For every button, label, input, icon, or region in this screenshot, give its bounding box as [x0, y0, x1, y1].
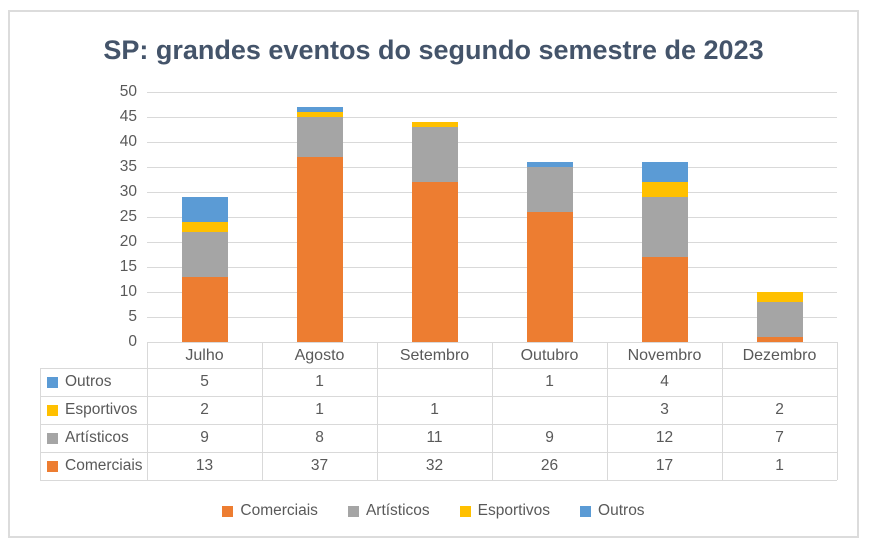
table-cell: 37 [310, 457, 329, 474]
legend-label: Artísticos [365, 502, 430, 519]
gridline [147, 117, 837, 118]
bar-segment-outros [527, 162, 573, 167]
category-cell-setembro: Setembro [399, 347, 470, 364]
table-row-label: Comerciais [65, 457, 143, 474]
legend-key-icon-outros [580, 506, 591, 517]
legend-item-comerciais [222, 502, 318, 520]
table-cell: 7 [775, 429, 784, 446]
bar-segment-comerciais [412, 182, 458, 342]
gridline [147, 267, 837, 268]
table-row-header-outros [40, 368, 147, 396]
legend-key-icon-esportivos [460, 506, 471, 517]
y-axis-tick-label: 10 [119, 283, 137, 300]
series-key-icon-comerciais [47, 461, 58, 472]
chart-title: SP: grandes eventos do segundo semestre de 2023 [103, 35, 764, 65]
y-axis-tick-label: 25 [119, 208, 137, 225]
bar-segment-comerciais [182, 277, 228, 342]
table-cell: 8 [315, 429, 324, 446]
table-cell: 12 [655, 429, 674, 446]
legend-key-icon-comerciais [222, 506, 233, 517]
table-cell [492, 396, 607, 424]
category-cell-novembro: Novembro [627, 347, 702, 364]
table-row-header-artisticos [40, 424, 147, 452]
legend-label: Outros [598, 502, 645, 519]
gridline [147, 242, 837, 243]
table-cell: 3 [660, 401, 669, 418]
bar-segment-outros [297, 107, 343, 112]
legend-label: Comerciais [240, 502, 318, 519]
table-cell: 2 [200, 401, 209, 418]
table-border-line [837, 342, 838, 480]
category-cell-agosto: Agosto [294, 347, 345, 364]
table-row-label: Esportivos [65, 401, 138, 418]
gridline [147, 192, 837, 193]
table-cell [377, 368, 492, 396]
y-axis-tick-label: 50 [119, 83, 137, 100]
gridline [147, 317, 837, 318]
table-cell [722, 368, 837, 396]
table-cell: 9 [200, 429, 209, 446]
table-cell: 1 [315, 373, 324, 390]
table-row-label: Artísticos [65, 429, 129, 446]
category-cell-julho: Julho [185, 347, 224, 364]
y-axis-tick-label: 5 [128, 308, 137, 325]
bar-segment-outros [642, 162, 688, 182]
y-axis-tick-label: 35 [119, 158, 137, 175]
legend-item-esportivos [460, 502, 550, 520]
bar-segment-esportivos [297, 112, 343, 117]
series-key-icon-artisticos [47, 433, 58, 444]
legend-item-outros [580, 502, 645, 520]
bar-segment-esportivos [412, 122, 458, 127]
y-axis-tick-label: 30 [119, 183, 137, 200]
y-axis-tick-label: 20 [119, 233, 137, 250]
table-row-header-comerciais [40, 452, 147, 480]
table-cell: 9 [545, 429, 554, 446]
y-axis-tick-label: 0 [128, 333, 137, 350]
table-row-label: Outros [65, 373, 112, 390]
bar-segment-esportivos [182, 222, 228, 232]
table-cell: 1 [545, 373, 554, 390]
category-cell-outubro: Outubro [520, 347, 579, 364]
table-cell: 5 [200, 373, 209, 390]
table-cell: 32 [425, 457, 444, 474]
y-axis-tick-label: 15 [119, 258, 137, 275]
table-cell: 1 [315, 401, 324, 418]
legend-item-artisticos [348, 502, 430, 520]
legend-key-icon-artisticos [348, 506, 359, 517]
gridline [147, 167, 837, 168]
series-key-icon-esportivos [47, 405, 58, 416]
category-cell-dezembro: Dezembro [742, 347, 817, 364]
bar-segment-artisticos [297, 117, 343, 157]
table-cell: 1 [775, 457, 784, 474]
bar-segment-esportivos [642, 182, 688, 197]
table-cell: 13 [195, 457, 214, 474]
bar-segment-artisticos [642, 197, 688, 257]
table-cell: 11 [426, 429, 443, 446]
table-cell: 1 [430, 401, 439, 418]
table-cell: 4 [660, 373, 669, 390]
y-axis-tick-label: 40 [119, 133, 137, 150]
gridline [147, 292, 837, 293]
gridline [147, 92, 837, 93]
series-key-icon-outros [47, 377, 58, 388]
bar-segment-artisticos [182, 232, 228, 277]
gridline [147, 142, 837, 143]
bar-segment-comerciais [527, 212, 573, 342]
table-cell: 2 [775, 401, 784, 418]
bar-segment-artisticos [757, 302, 803, 337]
bar-segment-esportivos [757, 292, 803, 302]
gridline [147, 217, 837, 218]
y-axis-tick-label: 45 [119, 108, 137, 125]
legend-label: Esportivos [477, 502, 551, 519]
bar-segment-artisticos [412, 127, 458, 182]
table-cell: 17 [655, 457, 674, 474]
chart-legend [10, 502, 857, 520]
table-cell: 26 [540, 457, 559, 474]
bar-segment-comerciais [642, 257, 688, 342]
table-row-header-esportivos [40, 396, 147, 424]
bar-segment-comerciais [297, 157, 343, 342]
table-border-line [40, 480, 837, 481]
bar-segment-artisticos [527, 167, 573, 212]
bar-segment-outros [182, 197, 228, 222]
chart-frame [8, 10, 859, 538]
